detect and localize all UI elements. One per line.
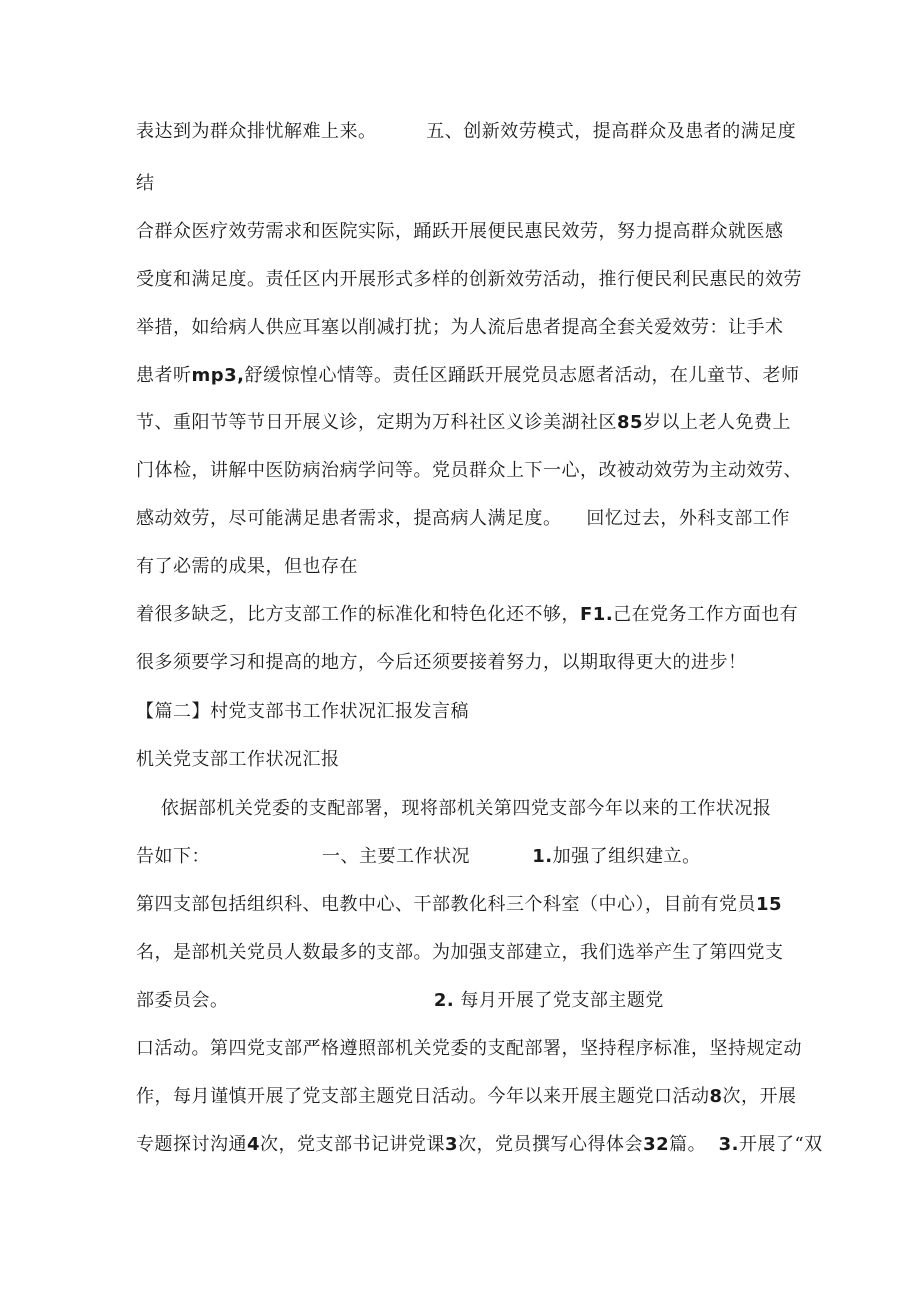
text-segment: 合群众医疗效劳需求和医院实际，踊跃开展便民惠民效劳，努力提高群众就医感	[136, 221, 784, 242]
text-segment: 名，是部机关党员人数最多的支部。为加强支部建立，我们选举产生了第四党支	[136, 942, 784, 963]
text-segment: 表达到为群众排忧解难上来。 五、创新效劳模式，提高群众及患者的满足度	[136, 121, 797, 142]
text-segment: 岁以上老人免费上	[643, 412, 792, 433]
text-line	[136, 120, 796, 144]
text-bold-segment: 4	[247, 1134, 261, 1155]
text-line	[136, 941, 784, 965]
text-segment: 次，开展	[722, 1086, 797, 1107]
text-segment: 己在党务工作方面也有	[613, 604, 799, 625]
text-segment: 口活动。第四党支部严格遵照部机关党委的支配部署，坚持程序标准，坚持规定动	[136, 1038, 802, 1059]
text-segment: 门体检，讲解中医防病治病学问等。党员群众上下一心，改被动效劳为主动效劳、	[136, 460, 802, 481]
text-segment: 篇。	[669, 1134, 719, 1155]
text-bold-segment: 8	[709, 1086, 723, 1107]
text-segment: 机关党支部工作状况汇报	[136, 749, 340, 770]
text-line	[136, 845, 701, 869]
text-bold-segment: 3.	[718, 1134, 739, 1155]
text-bold-segment: 3	[445, 1134, 459, 1155]
text-segment: 【篇二】村党支部书工作状况汇报发言稿	[136, 701, 469, 722]
text-line	[136, 700, 469, 724]
text-bold-segment: 1.	[532, 846, 553, 867]
text-segment: 第四支部包括组织科、电教中心、干部教化科三个科室（中心），目前有党员	[136, 894, 756, 915]
text-segment: 专题探讨沟通	[136, 1134, 247, 1155]
text-segment: 作，每月谨慎开展了党支部主题党日活动。今年以来开展主题党口活动	[136, 1086, 710, 1107]
text-segment: 受度和满足度。责任区内开展形式多样的创新效劳活动，推行便民利民惠民的效劳	[136, 269, 802, 290]
text-line	[136, 555, 358, 579]
text-line	[136, 268, 802, 292]
text-segment: 很多须要学习和提高的地方，今后还须要接着努力，以期取得更大的进步！	[136, 652, 747, 673]
text-segment: 次，党支部书记讲党课	[260, 1134, 446, 1155]
text-segment: 加强了组织建立。	[552, 846, 701, 867]
text-segment: 部委员会。	[136, 990, 434, 1011]
text-segment: 每月开展了党支部主题党	[454, 990, 664, 1011]
text-segment: 开展了“双	[738, 1134, 823, 1155]
text-segment: 节、重阳节等节日开展义诊，定期为万科社区义诊美湖社区	[136, 412, 617, 433]
text-segment: 举措，如给病人供应耳塞以削减打扰；为人流后患者提高全套关爱效劳：让手术	[136, 317, 784, 338]
text-line	[136, 172, 155, 196]
text-line	[136, 411, 791, 435]
text-line	[136, 1085, 797, 1109]
text-line	[136, 220, 784, 244]
text-segment: 结	[136, 173, 155, 194]
text-bold-segment: 15	[756, 894, 783, 915]
text-bold-segment: 2.	[433, 990, 455, 1011]
text-segment: 患者听	[136, 365, 192, 386]
text-line	[136, 603, 798, 627]
text-line	[136, 651, 747, 675]
text-line	[136, 893, 782, 917]
text-segment: 依据部机关党委的支配部署，现将部机关第四党支部今年以来的工作状况报	[136, 798, 772, 819]
text-line	[136, 507, 790, 531]
text-segment: 次，党员撰写心得体会	[458, 1134, 644, 1155]
text-line	[136, 316, 784, 340]
text-segment: 着很多缺乏，比方支部工作的标准化和特色化还不够，	[136, 604, 580, 625]
text-bold-segment: F1.	[580, 604, 614, 625]
text-segment: 有了必需的成果，但也存在	[136, 556, 358, 577]
text-line	[136, 364, 800, 388]
text-segment: 舒缓惊惶心情等。责任区踊跃开展党员志愿者活动，在儿童节、老师	[244, 365, 800, 386]
text-line	[136, 989, 664, 1013]
text-line	[136, 1037, 802, 1061]
text-segment: 告如下： 一、主要工作状况	[136, 846, 533, 867]
text-line	[136, 459, 802, 483]
text-line	[136, 748, 340, 772]
text-bold-segment: 85	[617, 412, 644, 433]
text-line	[136, 1133, 823, 1157]
text-line	[136, 797, 771, 821]
text-bold-segment: mp3,	[191, 365, 245, 386]
text-bold-segment: 32	[643, 1134, 670, 1155]
text-segment: 感动效劳，尽可能满足患者需求，提高病人满足度。 回忆过去，外科支部工作	[136, 508, 790, 529]
